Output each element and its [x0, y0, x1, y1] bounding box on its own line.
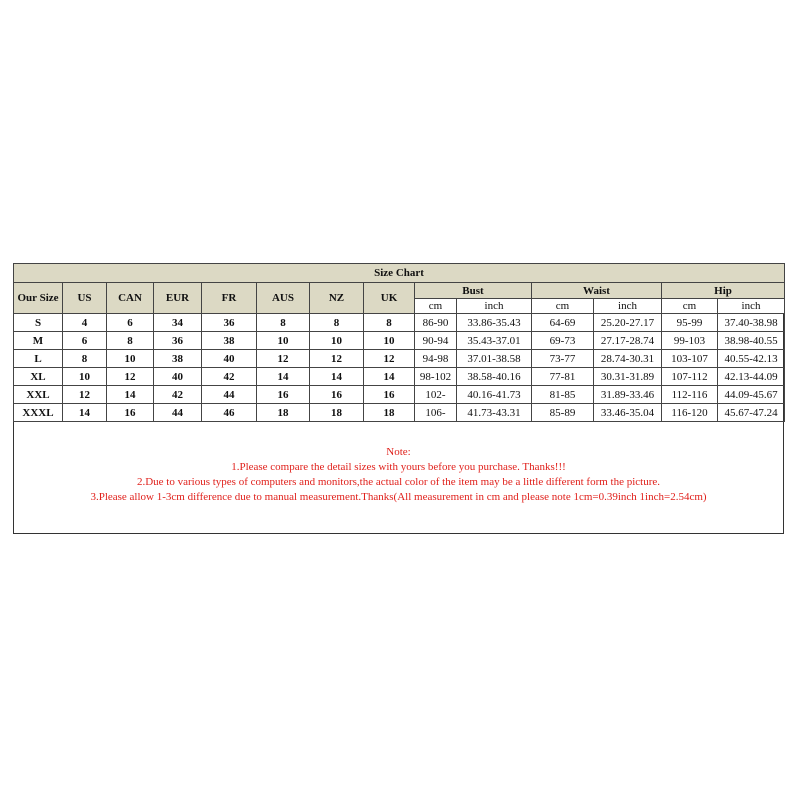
header-can: CAN: [107, 283, 154, 314]
cell-bust-cm: 102-: [415, 386, 457, 404]
chart-title: Size Chart: [14, 264, 785, 283]
header-our-size: Our Size: [14, 283, 63, 314]
cell-eur: 38: [154, 350, 202, 368]
cell-fr: 42: [202, 368, 257, 386]
cell-fr: 46: [202, 404, 257, 422]
cell-size: XL: [14, 368, 63, 386]
cell-hip-inch: 38.98-40.55: [718, 332, 785, 350]
cell-uk: 16: [364, 386, 415, 404]
note-line-2: 2.Due to various types of computers and monitors,the actual color of the item may be a little different form the picture.: [136, 476, 661, 488]
header-uk: UK: [364, 283, 415, 314]
cell-hip-inch: 40.55-42.13: [718, 350, 785, 368]
header-waist-inch: inch: [594, 299, 662, 314]
size-table: [13, 263, 785, 422]
cell-us: 4: [63, 314, 107, 332]
size-chart: [13, 263, 784, 534]
cell-hip-inch: 45.67-47.24: [718, 404, 785, 422]
cell-waist-inch: 33.46-35.04: [594, 404, 662, 422]
cell-waist-inch: 31.89-33.46: [594, 386, 662, 404]
cell-bust-cm: 86-90: [415, 314, 457, 332]
cell-us: 12: [63, 386, 107, 404]
notes-section: [14, 417, 783, 533]
cell-nz: 8: [310, 314, 364, 332]
cell-waist-cm: 73-77: [532, 350, 594, 368]
header-waist: Waist: [532, 283, 662, 299]
cell-can: 6: [107, 314, 154, 332]
cell-hip-inch: 37.40-38.98: [718, 314, 785, 332]
cell-eur: 36: [154, 332, 202, 350]
cell-waist-cm: 64-69: [532, 314, 594, 332]
cell-hip-cm: 95-99: [662, 314, 718, 332]
cell-nz: 14: [310, 368, 364, 386]
header-nz: NZ: [310, 283, 364, 314]
header-fr: FR: [202, 283, 257, 314]
note-heading: Note:: [386, 446, 411, 458]
cell-can: 12: [107, 368, 154, 386]
header-hip-cm: cm: [662, 299, 718, 314]
header-aus: AUS: [257, 283, 310, 314]
header-waist-cm: cm: [532, 299, 594, 314]
cell-hip-inch: 44.09-45.67: [718, 386, 785, 404]
table-row: [14, 368, 785, 386]
cell-bust-inch: 40.16-41.73: [457, 386, 532, 404]
cell-bust-inch: 35.43-37.01: [457, 332, 532, 350]
note-line-1: 1.Please compare the detail sizes with yours before you purchase. Thanks!!!: [231, 461, 566, 473]
cell-size: M: [14, 332, 63, 350]
cell-waist-inch: 30.31-31.89: [594, 368, 662, 386]
cell-us: 10: [63, 368, 107, 386]
cell-eur: 44: [154, 404, 202, 422]
cell-bust-inch: 33.86-35.43: [457, 314, 532, 332]
header-us: US: [63, 283, 107, 314]
cell-waist-cm: 81-85: [532, 386, 594, 404]
cell-nz: 10: [310, 332, 364, 350]
header-hip-inch: inch: [718, 299, 785, 314]
cell-hip-cm: 99-103: [662, 332, 718, 350]
cell-can: 10: [107, 350, 154, 368]
table-row: [14, 314, 785, 332]
cell-hip-cm: 112-116: [662, 386, 718, 404]
cell-bust-cm: 106-: [415, 404, 457, 422]
cell-aus: 16: [257, 386, 310, 404]
header-bust: Bust: [415, 283, 532, 299]
cell-nz: 12: [310, 350, 364, 368]
cell-can: 16: [107, 404, 154, 422]
cell-aus: 14: [257, 368, 310, 386]
cell-uk: 14: [364, 368, 415, 386]
header-bust-cm: cm: [415, 299, 457, 314]
cell-bust-cm: 98-102: [415, 368, 457, 386]
cell-hip-cm: 116-120: [662, 404, 718, 422]
cell-size: XXXL: [14, 404, 63, 422]
table-row: [14, 386, 785, 404]
cell-eur: 42: [154, 386, 202, 404]
cell-uk: 10: [364, 332, 415, 350]
cell-waist-cm: 69-73: [532, 332, 594, 350]
cell-can: 8: [107, 332, 154, 350]
cell-waist-inch: 27.17-28.74: [594, 332, 662, 350]
cell-bust-inch: 37.01-38.58: [457, 350, 532, 368]
cell-waist-cm: 85-89: [532, 404, 594, 422]
cell-us: 14: [63, 404, 107, 422]
cell-fr: 44: [202, 386, 257, 404]
cell-hip-cm: 103-107: [662, 350, 718, 368]
cell-fr: 36: [202, 314, 257, 332]
cell-aus: 18: [257, 404, 310, 422]
cell-eur: 40: [154, 368, 202, 386]
cell-nz: 16: [310, 386, 364, 404]
cell-uk: 18: [364, 404, 415, 422]
cell-waist-inch: 25.20-27.17: [594, 314, 662, 332]
cell-uk: 8: [364, 314, 415, 332]
cell-us: 6: [63, 332, 107, 350]
table-row: [14, 332, 785, 350]
cell-hip-cm: 107-112: [662, 368, 718, 386]
header-bust-inch: inch: [457, 299, 532, 314]
cell-size: S: [14, 314, 63, 332]
table-row: [14, 350, 785, 368]
header-eur: EUR: [154, 283, 202, 314]
cell-bust-cm: 90-94: [415, 332, 457, 350]
cell-aus: 8: [257, 314, 310, 332]
cell-bust-cm: 94-98: [415, 350, 457, 368]
cell-eur: 34: [154, 314, 202, 332]
header-hip: Hip: [662, 283, 785, 299]
cell-aus: 10: [257, 332, 310, 350]
note-line-3: 3.Please allow 1-3cm difference due to manual measurement.Thanks(All measurement in cm and please note 1cm=0.39inch 1inch=2.54cm): [90, 491, 707, 503]
cell-size: L: [14, 350, 63, 368]
cell-bust-inch: 41.73-43.31: [457, 404, 532, 422]
cell-waist-cm: 77-81: [532, 368, 594, 386]
cell-fr: 38: [202, 332, 257, 350]
cell-us: 8: [63, 350, 107, 368]
cell-can: 14: [107, 386, 154, 404]
cell-waist-inch: 28.74-30.31: [594, 350, 662, 368]
cell-bust-inch: 38.58-40.16: [457, 368, 532, 386]
cell-uk: 12: [364, 350, 415, 368]
cell-aus: 12: [257, 350, 310, 368]
cell-size: XXL: [14, 386, 63, 404]
cell-hip-inch: 42.13-44.09: [718, 368, 785, 386]
cell-nz: 18: [310, 404, 364, 422]
cell-fr: 40: [202, 350, 257, 368]
